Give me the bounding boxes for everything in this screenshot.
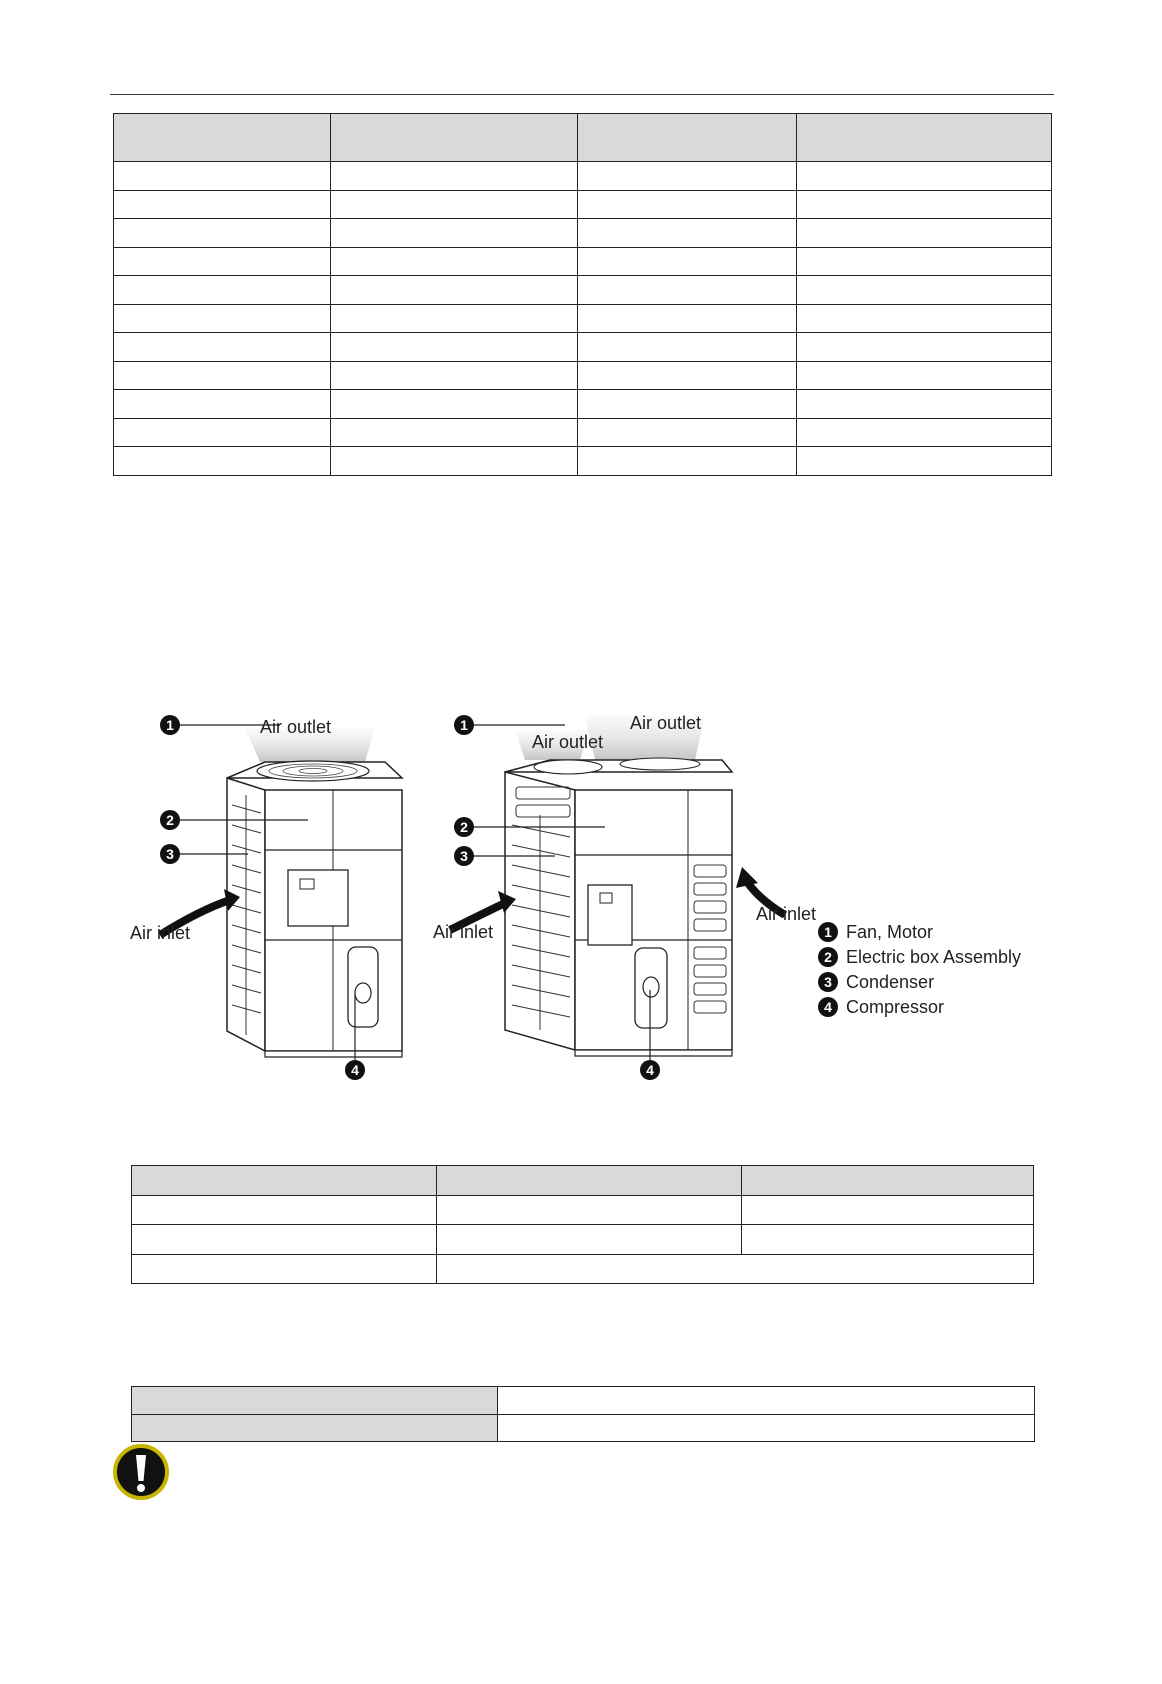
table-cell	[797, 361, 1052, 390]
table-cell	[331, 361, 578, 390]
table-cell	[114, 162, 331, 191]
outdoor-unit-figure	[120, 705, 1050, 1090]
param-table	[131, 1165, 1034, 1284]
table-cell	[742, 1225, 1034, 1255]
table-cell	[797, 418, 1052, 447]
table-cell	[437, 1225, 742, 1255]
svg-text:2: 2	[460, 819, 468, 835]
table-row	[132, 1387, 1035, 1415]
table-cell	[578, 390, 797, 419]
table-cell	[132, 1225, 437, 1255]
value-cell	[498, 1387, 1035, 1415]
legend-item	[818, 997, 944, 1017]
table-row	[132, 1195, 1034, 1225]
key-cell	[132, 1414, 498, 1442]
figure-legend	[818, 922, 1021, 1017]
table-row	[114, 304, 1052, 333]
svg-text:1: 1	[166, 717, 174, 733]
table-cell	[331, 418, 578, 447]
svg-text:4: 4	[351, 1062, 359, 1078]
table-row	[114, 361, 1052, 390]
legend-item	[818, 922, 933, 942]
svg-text:Condenser: Condenser	[846, 972, 935, 992]
svg-text:4: 4	[646, 1062, 654, 1078]
table-cell-merged	[437, 1254, 1034, 1284]
table-cell	[578, 219, 797, 248]
table-cell	[331, 333, 578, 362]
table-cell	[331, 219, 578, 248]
table-cell	[114, 447, 331, 476]
table-cell	[578, 304, 797, 333]
table-cell	[797, 247, 1052, 276]
table-cell	[797, 304, 1052, 333]
table-cell	[114, 390, 331, 419]
table-cell	[331, 162, 578, 191]
svg-text:3: 3	[460, 848, 468, 864]
table-cell	[578, 276, 797, 305]
table-cell	[578, 190, 797, 219]
table-row	[114, 219, 1052, 248]
table-cell	[331, 276, 578, 305]
table-cell	[742, 1195, 1034, 1225]
fan-grille	[620, 758, 700, 770]
table-row	[114, 390, 1052, 419]
label-air-outlet: Air outlet	[260, 717, 332, 737]
table-row	[132, 1254, 1034, 1284]
header-cell	[578, 114, 797, 162]
table-cell	[132, 1195, 437, 1225]
table-row	[114, 418, 1052, 447]
header-cell	[437, 1166, 742, 1196]
table-cell	[114, 190, 331, 219]
table-cell	[114, 304, 331, 333]
header-cell	[114, 114, 331, 162]
svg-text:Fan, Motor: Fan, Motor	[846, 922, 934, 942]
table-cell	[578, 247, 797, 276]
table-row	[132, 1414, 1035, 1442]
table-cell	[797, 390, 1052, 419]
svg-text:3: 3	[824, 974, 832, 990]
header-cell	[742, 1166, 1034, 1196]
table-cell	[331, 390, 578, 419]
legend-item	[818, 972, 934, 992]
table-cell	[578, 418, 797, 447]
compressor	[355, 983, 371, 1003]
table-row	[114, 190, 1052, 219]
legend-item	[818, 947, 1021, 967]
fan-grille	[534, 760, 602, 774]
table-cell	[114, 247, 331, 276]
table-cell	[797, 190, 1052, 219]
table-cell	[114, 418, 331, 447]
table-cell	[797, 219, 1052, 248]
spec-table-header	[114, 114, 1052, 162]
table-row	[114, 333, 1052, 362]
table-cell	[114, 276, 331, 305]
svg-text:3: 3	[166, 846, 174, 862]
electric-box	[588, 885, 632, 945]
table-cell	[114, 361, 331, 390]
svg-text:4: 4	[824, 999, 832, 1015]
header-rule	[110, 94, 1054, 95]
table-cell	[331, 304, 578, 333]
table-row	[132, 1225, 1034, 1255]
table-cell	[797, 276, 1052, 305]
left-outdoor-unit	[130, 715, 402, 1080]
label-air-inlet: Air inlet	[130, 923, 191, 943]
table-row	[114, 447, 1052, 476]
param-table-header	[132, 1166, 1034, 1196]
table-cell	[578, 162, 797, 191]
exclamation-warning-icon	[112, 1443, 170, 1501]
table-cell	[797, 333, 1052, 362]
electric-box	[288, 870, 348, 926]
svg-text:1: 1	[824, 924, 832, 940]
table-cell	[437, 1195, 742, 1225]
svg-text:Electric box Assembly: Electric box Assembly	[846, 947, 1022, 967]
table-cell	[114, 333, 331, 362]
svg-text:2: 2	[166, 812, 174, 828]
key-cell	[132, 1387, 498, 1415]
table-row	[114, 162, 1052, 191]
table-cell	[132, 1254, 437, 1284]
table-cell	[797, 447, 1052, 476]
label-air-inlet-right: Air inlet	[756, 904, 817, 924]
label-air-inlet-left: Air inlet	[433, 922, 494, 942]
table-cell	[331, 447, 578, 476]
svg-text:1: 1	[460, 717, 468, 733]
table-row	[114, 247, 1052, 276]
header-cell	[132, 1166, 437, 1196]
table-cell	[578, 447, 797, 476]
spec-table	[113, 113, 1052, 476]
label-air-outlet-front: Air outlet	[532, 732, 604, 752]
kv-table	[131, 1386, 1035, 1442]
header-cell	[797, 114, 1052, 162]
compressor	[643, 977, 659, 997]
value-cell	[498, 1414, 1035, 1442]
table-cell	[331, 190, 578, 219]
label-air-outlet-rear: Air outlet	[630, 713, 702, 733]
right-outdoor-unit	[433, 713, 816, 1080]
table-cell	[578, 333, 797, 362]
svg-text:2: 2	[824, 949, 832, 965]
svg-text:Compressor: Compressor	[846, 997, 945, 1017]
table-cell	[331, 247, 578, 276]
table-cell	[114, 219, 331, 248]
table-cell	[578, 361, 797, 390]
table-row	[114, 276, 1052, 305]
header-cell	[331, 114, 578, 162]
table-cell	[797, 162, 1052, 191]
